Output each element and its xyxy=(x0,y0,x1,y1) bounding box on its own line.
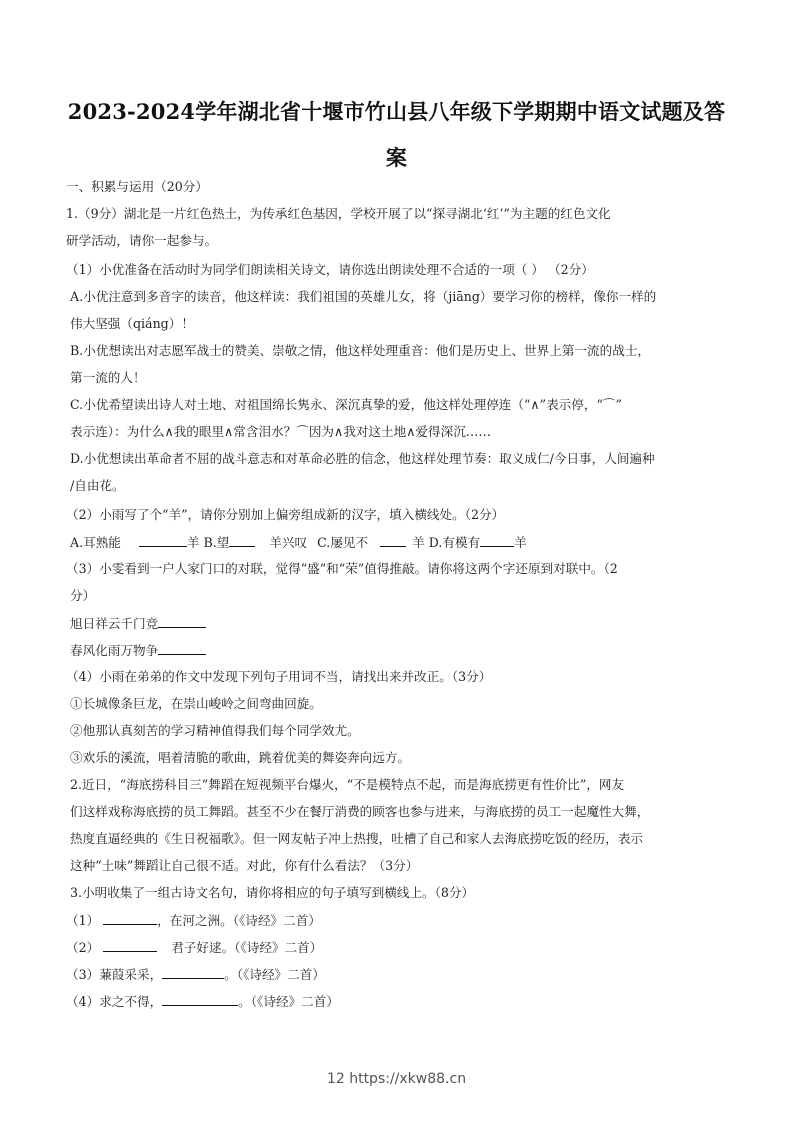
item-text: 。（《诗经》二首） xyxy=(224,967,325,982)
q1-sub2-options xyxy=(70,534,527,551)
option-d-prefix: 羊 D.有模有 xyxy=(412,535,481,550)
document-title-line1: 2023-2024学年湖北省十堰市竹山县八年级下学期期中语文试题及答 xyxy=(67,99,726,124)
q1-intro-line2: 研学活动，请你一起参与。 xyxy=(66,233,218,248)
q1-sub1-option-a-line1: A.小优注意到多音字的读音，他这样读：我们祖国的英雄儿女，将（jiāng）要学习你的榜样，像你一样的 xyxy=(70,289,657,304)
blank-b[interactable] xyxy=(229,534,255,547)
q1-sub4-sentence3: ③欢乐的溪流，唱着清脆的歌曲，跳着优美的舞姿奔向远方。 xyxy=(70,750,411,765)
q3-blank-4[interactable] xyxy=(162,993,238,1006)
option-c-text: C.屡见不 xyxy=(317,535,369,550)
couplet-line2-text: 春风化雨万物争 xyxy=(70,643,159,658)
section-heading: 一、积累与运用（20分） xyxy=(66,179,208,194)
item-text: 。（《诗经》二首） xyxy=(238,994,339,1009)
q2-line2: 们这样戏称海底捞的员工舞蹈。甚至不少在餐厅消费的顾客也参与进来，与海底捞的员工一起魔性大舞， xyxy=(70,804,650,819)
item-text: ，在河之洲。（《诗经》二首） xyxy=(157,913,321,928)
q3-blank-3[interactable] xyxy=(162,966,224,979)
q1-sub1-option-c-line2: 表示连）：为什么∧我的眼里∧常含泪水？⌒因为∧我对这土地∧爱得深沉…… xyxy=(70,424,491,439)
q2-line4: 这种“土味”舞蹈让自己很不适。对此，你有什么看法？（3分） xyxy=(70,858,419,873)
item-number: （3） xyxy=(66,967,100,982)
q3-item-2 xyxy=(66,939,322,956)
q1-sub3-prompt-line2: 分） xyxy=(70,588,96,603)
page-footer: 12 https://xkw88.cn xyxy=(326,1071,467,1087)
q3-item-1 xyxy=(66,912,321,929)
couplet-blank-2[interactable] xyxy=(158,642,206,655)
q1-sub4-prompt: （4）小雨在弟弟的作文中发现下列句子用词不当，请找出来并改正。（3分） xyxy=(66,669,492,684)
option-d-suffix: 羊 xyxy=(514,535,527,550)
q2-line1: 2.近日，“海底捞科目三”舞蹈在短视频平台爆火，“不是模特点不起，而是海底捞更有性价比”，网友 xyxy=(70,777,625,792)
option-b-suffix: 羊兴叹 xyxy=(269,535,308,550)
q1-sub1-option-b-line2: 第一流的人！ xyxy=(70,370,146,385)
q1-sub3-prompt-line1: （3）小雯看到一户人家门口的对联，觉得“盛”和“荣”值得推敲。请你将这两个字还原到对联中。（2 xyxy=(66,561,618,576)
q1-sub1-option-c-line1: C.小优希望读出诗人对土地、对祖国绵长隽永、深沉真挚的爱，他这样处理停连（“∧”表示停，“⌒” xyxy=(70,397,622,412)
q3-item-3 xyxy=(66,966,325,983)
couplet-line1-text: 旭日祥云千门竞 xyxy=(70,616,159,631)
couplet-line2 xyxy=(70,642,206,659)
q1-sub1-prompt: （1）小优准备在活动时为同学们朗读相关诗文，请你选出朗读处理不合适的一项（ ） （2分） xyxy=(66,262,594,277)
q1-sub4-sentence1: ①长城像条巨龙，在崇山峻岭之间弯曲回旋。 xyxy=(70,696,322,711)
item-text: 君子好逑。（《诗经》二首） xyxy=(167,940,323,955)
blank-d[interactable] xyxy=(480,534,514,547)
couplet-blank-1[interactable] xyxy=(158,615,206,628)
item-prefix: 蒹葭采采， xyxy=(99,967,163,982)
q3-blank-1[interactable] xyxy=(103,912,157,925)
q1-sub2-prompt: （2）小雨写了个“羊”，请你分别加上偏旁组成新的汉字，填入横线处。（2分） xyxy=(66,507,505,522)
blank-c[interactable] xyxy=(380,534,406,547)
option-a-text: A.耳熟能 xyxy=(70,535,121,550)
q1-sub1-option-b-line1: B.小优想读出对志愿军战士的赞美、崇敬之情，他这样处理重音：他们是历史上、世界上第一流的战士， xyxy=(70,343,650,358)
q3-item-4 xyxy=(66,993,339,1010)
q1-intro-line1: 1.（9分）湖北是一片红色热土，为传承红色基因，学校开展了以“探寻湖北‘红’”为主题的红色文化 xyxy=(66,206,611,221)
option-b-prefix: 羊 B.望 xyxy=(186,535,230,550)
item-number: （2） xyxy=(66,940,100,955)
item-number: （4） xyxy=(66,994,100,1009)
q1-sub1-option-d-line2: /自由花。 xyxy=(70,478,125,493)
couplet-line1 xyxy=(70,615,206,632)
document-title-line2: 案 xyxy=(385,145,408,170)
blank-a[interactable] xyxy=(139,534,187,547)
q1-sub4-sentence2: ②他那认真刻苦的学习精神值得我们每个同学效尤。 xyxy=(70,723,360,738)
q2-line3: 热度直逼经典的《生日祝福歌》。但一网友帖子冲上热搜，吐槽了自己和家人去海底捞吃饭的经历，表示 xyxy=(70,831,644,846)
item-number: （1） xyxy=(66,913,100,928)
q3-blank-2[interactable] xyxy=(103,939,157,952)
q1-sub1-option-a-line2: 伟大坚强（qiáng）！ xyxy=(70,316,194,331)
q1-sub1-option-d-line1: D.小优想读出革命者不屈的战斗意志和对革命必胜的信念，他这样处理节奏：取义成仁/今日事，人间遍种 xyxy=(70,451,655,466)
q3-prompt: 3.小明收集了一组古诗文名句，请你将相应的句子填写到横线上。（8分） xyxy=(70,885,475,900)
item-prefix: 求之不得， xyxy=(99,994,163,1009)
